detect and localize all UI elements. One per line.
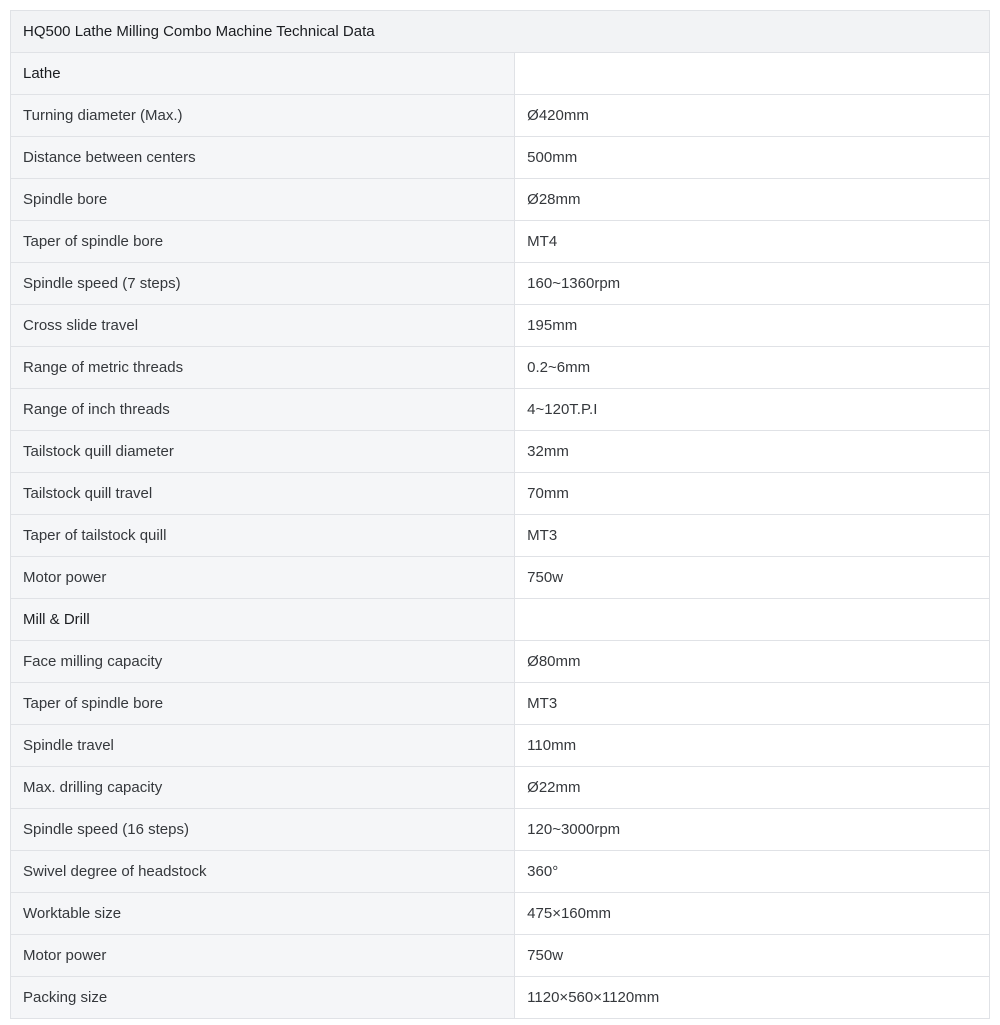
section-header-row — [11, 599, 990, 641]
spec-value-cell: 110mm — [515, 725, 990, 767]
spec-value-cell: Ø420mm — [515, 95, 990, 137]
table-row — [11, 683, 990, 725]
spec-value-cell: 195mm — [515, 305, 990, 347]
spec-label-cell: Range of metric threads — [11, 347, 515, 389]
table-row — [11, 221, 990, 263]
spec-label-cell: Tailstock quill travel — [11, 473, 515, 515]
spec-label-cell: Packing size — [11, 977, 515, 1019]
table-row — [11, 263, 990, 305]
spec-value-cell: 1120×560×1120mm — [515, 977, 990, 1019]
table-row — [11, 893, 990, 935]
spec-label-cell: Taper of spindle bore — [11, 683, 515, 725]
spec-value-cell: 0.2~6mm — [515, 347, 990, 389]
table-row — [11, 137, 990, 179]
spec-label-cell: Motor power — [11, 557, 515, 599]
section-header-row — [11, 53, 990, 95]
spec-label-cell: Spindle speed (7 steps) — [11, 263, 515, 305]
table-row — [11, 431, 990, 473]
spec-value-cell: MT4 — [515, 221, 990, 263]
table-row — [11, 977, 990, 1019]
spec-label-cell: Face milling capacity — [11, 641, 515, 683]
spec-value-cell: 475×160mm — [515, 893, 990, 935]
spec-label-cell: Distance between centers — [11, 137, 515, 179]
spec-label-cell: Swivel degree of headstock — [11, 851, 515, 893]
table-row — [11, 95, 990, 137]
table-row — [11, 347, 990, 389]
spec-label-cell: Turning diameter (Max.) — [11, 95, 515, 137]
spec-value-cell: Ø28mm — [515, 179, 990, 221]
spec-value-cell: 4~120T.P.I — [515, 389, 990, 431]
spec-label-cell: Worktable size — [11, 893, 515, 935]
spec-value-cell: Ø80mm — [515, 641, 990, 683]
table-row — [11, 473, 990, 515]
spec-label-cell: Cross slide travel — [11, 305, 515, 347]
spec-label-cell: Spindle speed (16 steps) — [11, 809, 515, 851]
table-title: HQ500 Lathe Milling Combo Machine Technical Data — [11, 11, 990, 53]
table-row — [11, 725, 990, 767]
table-row — [11, 935, 990, 977]
spec-value-cell: Ø22mm — [515, 767, 990, 809]
spec-label-cell: Range of inch threads — [11, 389, 515, 431]
spec-value-cell: 32mm — [515, 431, 990, 473]
spec-value-cell: 750w — [515, 557, 990, 599]
spec-label-cell: Motor power — [11, 935, 515, 977]
spec-value-cell: 70mm — [515, 473, 990, 515]
table-title-row — [11, 11, 990, 53]
spec-value-cell: MT3 — [515, 683, 990, 725]
table-row — [11, 389, 990, 431]
spec-label-cell: Tailstock quill diameter — [11, 431, 515, 473]
table-row — [11, 179, 990, 221]
spec-label-cell: Spindle bore — [11, 179, 515, 221]
spec-label-cell: Taper of spindle bore — [11, 221, 515, 263]
section-title: Lathe — [11, 53, 515, 95]
spec-value-cell: MT3 — [515, 515, 990, 557]
spec-value-cell: 750w — [515, 935, 990, 977]
spec-label-cell: Max. drilling capacity — [11, 767, 515, 809]
table-row — [11, 515, 990, 557]
section-empty-cell — [515, 599, 990, 641]
table-row — [11, 809, 990, 851]
spec-label-cell: Taper of tailstock quill — [11, 515, 515, 557]
spec-value-cell: 120~3000rpm — [515, 809, 990, 851]
spec-value-cell: 500mm — [515, 137, 990, 179]
section-empty-cell — [515, 53, 990, 95]
spec-value-cell: 360° — [515, 851, 990, 893]
technical-data-table — [10, 10, 990, 1019]
table-row — [11, 557, 990, 599]
table-row — [11, 641, 990, 683]
table-row — [11, 851, 990, 893]
table-row — [11, 305, 990, 347]
spec-value-cell: 160~1360rpm — [515, 263, 990, 305]
section-title: Mill & Drill — [11, 599, 515, 641]
table-row — [11, 767, 990, 809]
spec-label-cell: Spindle travel — [11, 725, 515, 767]
